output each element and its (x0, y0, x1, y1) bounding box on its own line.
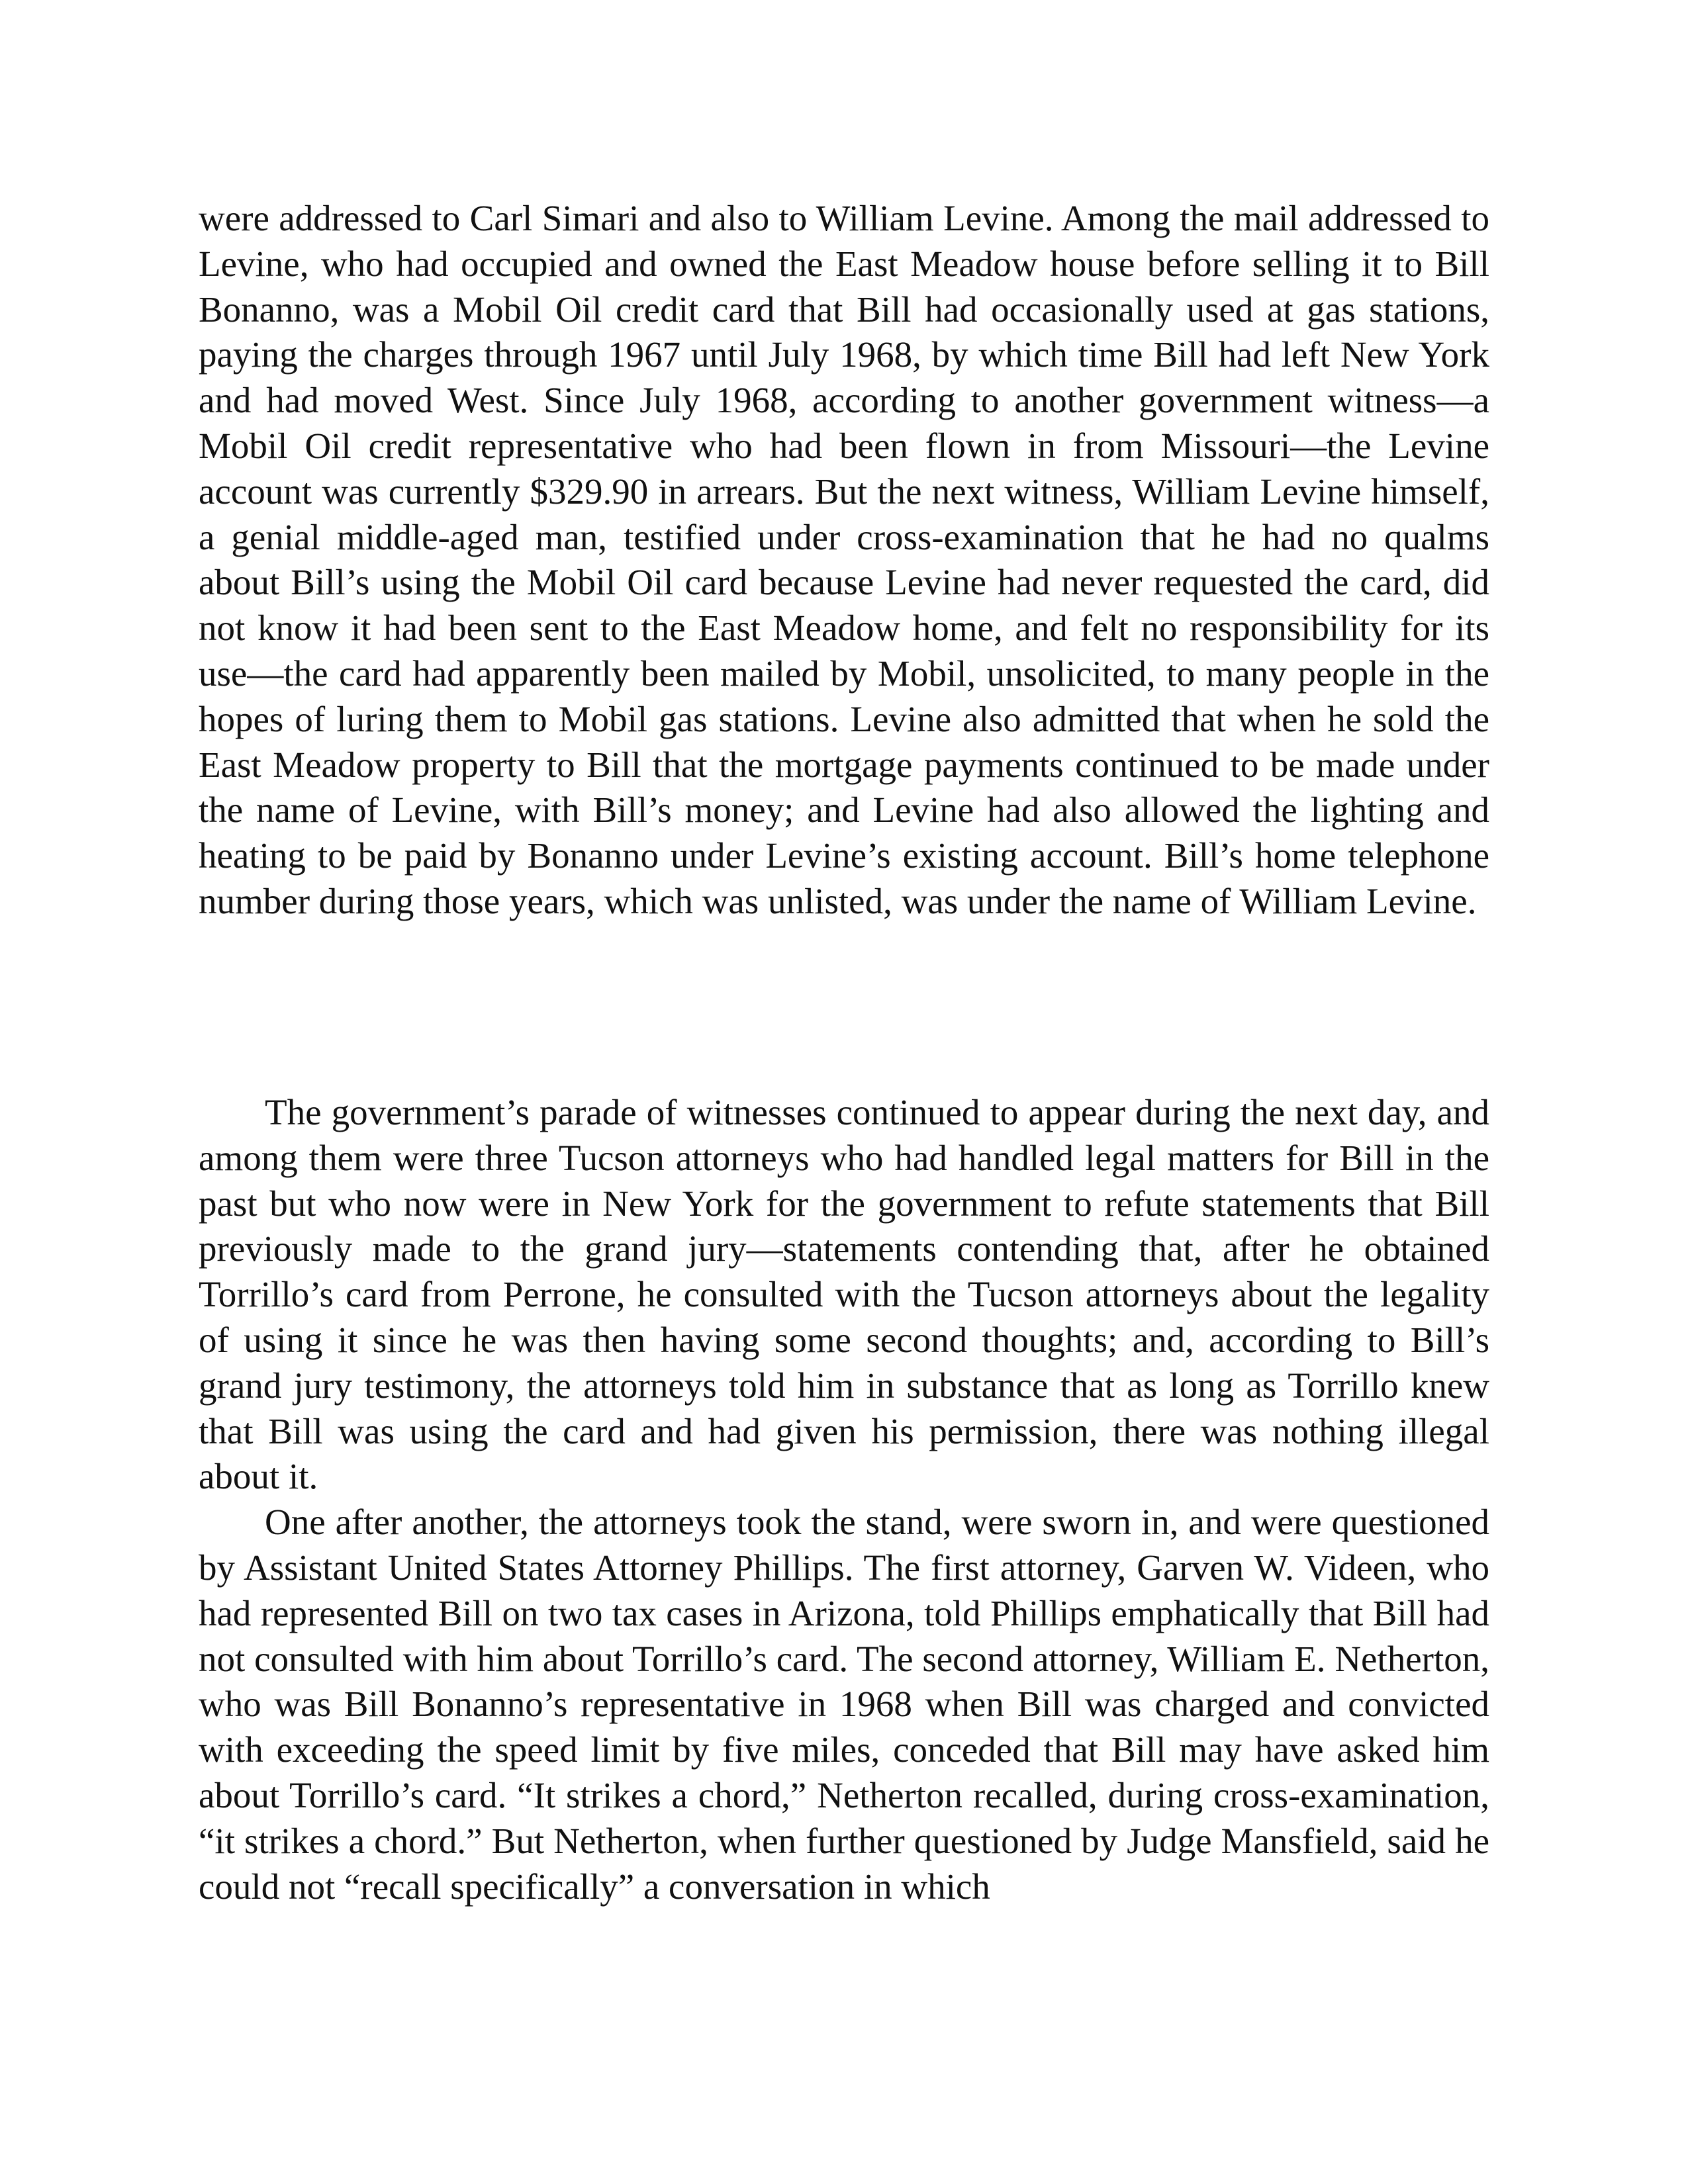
paragraph-3: One after another, the attorneys took the stand, were sworn in, and were questioned by Assistant United States Attorney Phillips. The first attorney, Garven W. Videen, who had represented Bill on two tax cases in Arizona, told Phillips emphatically that Bill had not consulted with him about Torrillo’s card. The second attorney, William E. Netherton, who was Bill Bonanno’s representative in 1968 when Bill was charged and convicted with exceeding the speed limit by five miles, conceded that Bill may have asked him about Torrillo’s card. “It strikes a chord,” Netherton recalled, during cross-examination, “it strikes a chord.” But Netherton, when further questioned by Judge Mansfield, said he could not “recall specifically” a conversation in which (199, 1502, 1489, 1907)
text-section-1 (199, 196, 1489, 925)
paragraph-2: The government’s parade of witnesses continued to appear during the next day, and among them were three Tucson attorneys who had handled legal matters for Bill in the past but who now were in New York for the government to refute statements that Bill previously made to the grand jury—statements contending that, after he obtained Torrillo’s card from Perrone, he consulted with the Tucson attorneys about the legality of using it since he was then having some second thoughts; and, according to Bill’s grand jury testimony, the attorneys told him in substance that as long as Torrillo knew that Bill was using the card and had given his permission, there was nothing illegal about it. (199, 1092, 1489, 1497)
text-section-2 (199, 1090, 1489, 1909)
paragraph-1: were addressed to Carl Simari and also to William Levine. Among the mail addressed to Levine, who had occupied and owned the East Meadow house before selling it to Bill Bonanno, was a Mobil Oil credit card that Bill had occasionally used at gas stations, paying the charges through 1967 until July 1968, by which time Bill had left New York and had moved West. Since July 1968, according to another government witness—a Mobil Oil credit representative who had been flown in from Missouri—the Levine account was currently $329.90 in arrears. But the next witness, William Levine himself, a genial middle-aged man, testified under cross-examination that he had no qualms about Bill’s using the Mobil Oil card because Levine had never requested the card, did not know it had been sent to the East Meadow home, and felt no responsibility for its use—the card had apparently been mailed by Mobil, unsolicited, to many people in the hopes of luring them to Mobil gas stations. Levine also admitted that when he sold the East Meadow property to Bill that the mortgage payments continued to be made under the name of Levine, with Bill’s money; and Levine had also allowed the lighting and heating to be paid by Bonanno under Levine’s existing account. Bill’s home telephone number during those years, which was unlisted, was under the name of William Levine. (199, 198, 1489, 921)
